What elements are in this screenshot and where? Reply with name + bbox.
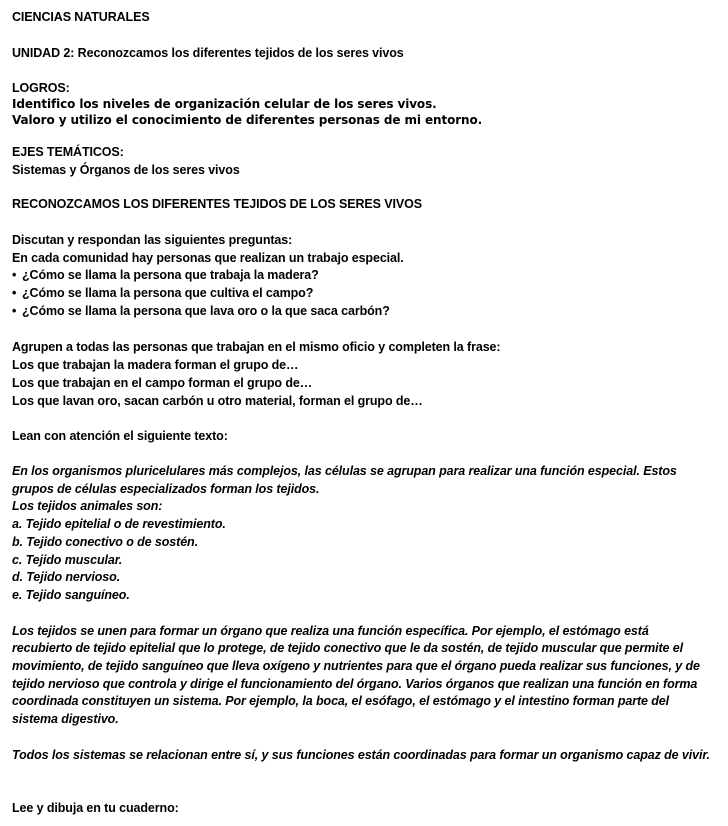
paragraph-line: En los organismos pluricelulares más complejos, las células se agrupan para realizar una función especial. Estos [12, 464, 677, 478]
paragraph-line: sistema digestivo. [12, 712, 119, 726]
question-text: ¿Cómo se llama la persona que trabaja la madera? [22, 268, 319, 282]
question-item [12, 302, 390, 320]
tissue-item: a. Tejido epitelial o de revestimiento. [12, 517, 226, 531]
paragraph-line: Los tejidos se unen para formar un órgano que realiza una función específica. Por ejemplo, el estómago está [12, 624, 649, 638]
logro-item: Valoro y utilizo el conocimiento de diferentes personas de mi entorno. [12, 113, 483, 127]
tissue-item: b. Tejido conectivo o de sostén. [12, 535, 198, 549]
paragraph-line: coordinada constituyen un sistema. Por ejemplo, la boca, el esófago, el estómago y el intestino forman parte del [12, 694, 670, 708]
ejes-title: EJES TEMÁTICOS: [12, 145, 124, 159]
section-title: RECONOZCAMOS LOS DIFERENTES TEJIDOS DE LOS SERES VIVOS [12, 197, 422, 211]
ejes-text: Sistemas y Órganos de los seres vivos [12, 163, 240, 177]
discussion-intro: Discutan y respondan las siguientes preguntas: [12, 233, 293, 247]
logros-title: LOGROS: [12, 81, 70, 95]
bullet-icon: • [12, 286, 17, 300]
paragraph-line: movimiento, de tejido sanguíneo que lleva oxígeno y nutrientes para que el órgano pueda realizar sus funciones, y de [12, 659, 700, 673]
subject-title: CIENCIAS NATURALES [12, 10, 150, 24]
paragraph-line: grupos de células especializados forman los tejidos. [12, 482, 320, 496]
closing-instruction: Lee y dibuja en tu cuaderno: [12, 801, 179, 815]
question-item [12, 284, 313, 302]
logro-item: Identifico los niveles de organización celular de los seres vivos. [12, 97, 437, 111]
reading-intro: Lean con atención el siguiente texto: [12, 429, 228, 443]
unit-title: UNIDAD 2: Reconozcamos los diferentes tejidos de los seres vivos [12, 46, 404, 60]
grouping-phrase: Los que trabajan la madera forman el grupo de… [12, 358, 299, 372]
discussion-context: En cada comunidad hay personas que realizan un trabajo especial. [12, 251, 404, 265]
bullet-icon: • [12, 304, 17, 318]
tissues-intro: Los tejidos animales son: [12, 499, 163, 513]
question-text: ¿Cómo se llama la persona que lava oro o la que saca carbón? [22, 304, 390, 318]
grouping-intro: Agrupen a todas las personas que trabajan en el mismo oficio y completen la frase: [12, 340, 501, 354]
tissue-item: d. Tejido nervioso. [12, 570, 121, 584]
paragraph-line: tejido nervioso que controla y dirige el funcionamiento del órgano. Varios órganos que realizan una función en forma [12, 677, 698, 691]
grouping-phrase: Los que trabajan en el campo forman el grupo de… [12, 376, 313, 390]
grouping-phrase: Los que lavan oro, sacan carbón u otro material, forman el grupo de… [12, 394, 423, 408]
paragraph-line: Todos los sistemas se relacionan entre sí, y sus funciones están coordinadas para formar un organismo capaz de vivir. [12, 748, 710, 762]
tissue-item: c. Tejido muscular. [12, 553, 123, 567]
question-item [12, 266, 319, 284]
tissue-item: e. Tejido sanguíneo. [12, 588, 130, 602]
bullet-icon: • [12, 268, 17, 282]
question-text: ¿Cómo se llama la persona que cultiva el campo? [22, 286, 314, 300]
paragraph-line: recubierto de tejido epitelial que lo protege, de tejido conectivo que le da sostén, de tejido muscular que permite el [12, 641, 683, 655]
